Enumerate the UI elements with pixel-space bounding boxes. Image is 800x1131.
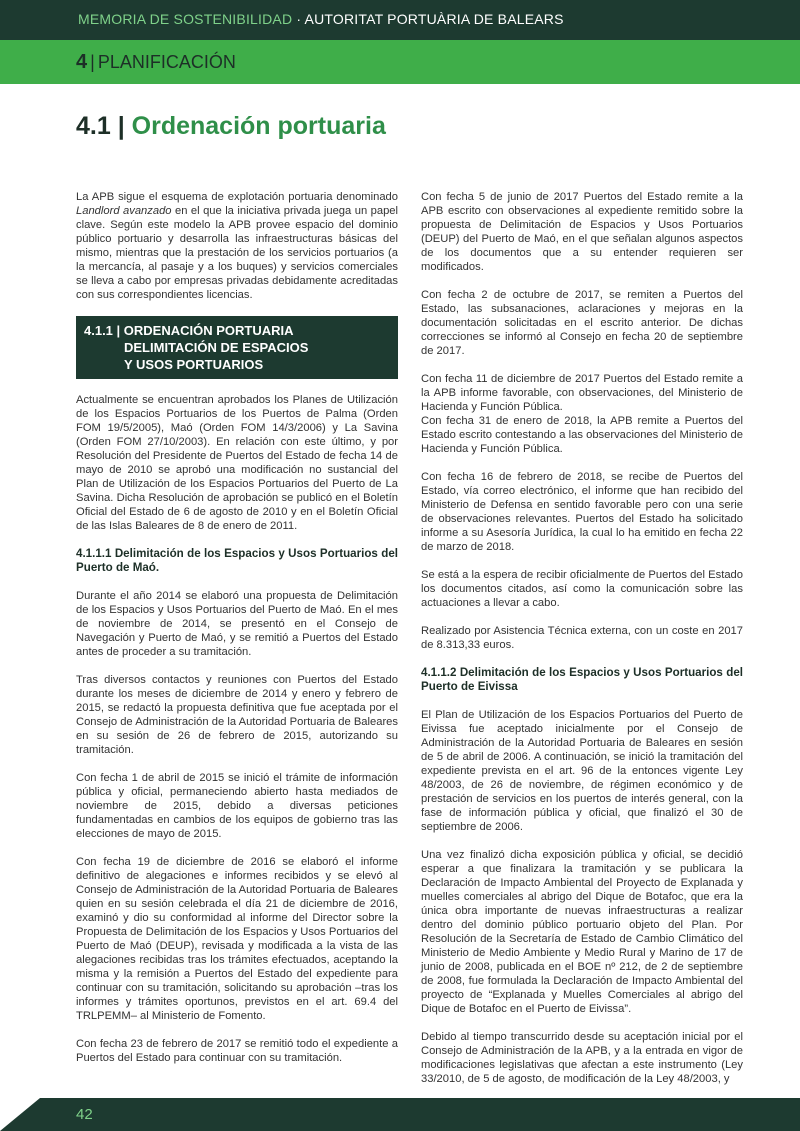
organization-name: AUTORITAT PORTUÀRIA DE BALEARS — [304, 11, 564, 27]
chapter-title: PLANIFICACIÓN — [97, 52, 236, 72]
section-heading-line2: DELIMITACIÓN DE ESPACIOS — [124, 340, 309, 355]
footer-corner-cut — [0, 1098, 40, 1131]
intro-paragraph — [76, 190, 398, 302]
section-number: 4.1 | — [76, 112, 125, 140]
page-number: 42 — [76, 1106, 93, 1123]
intro-text-a: La APB sigue el esquema de explotación portuaria denominado — [76, 191, 398, 203]
paragraph: El Plan de Utilización de los Espacios Portuarios del Puerto de Eivissa fue aceptado inicialmente por el Consejo de Administración de la Autoridad Portuaria de Baleares en sesión de 5 de abril de 2006. A continuación, se inició la tramitación del expediente prevista en el art. 96 de la entonces vigente Ley 48/2003, de 26 de noviembre, de régimen económico y de prestación de servicios en los puertos de interés general, con la fase de información pública y oficial, que finalizó el 30 de septiembre de 2006. — [421, 709, 743, 833]
section-heading-box — [76, 316, 398, 379]
paragraph: Debido al tiempo transcurrido desde su aceptación inicial por el Consejo de Administración de la APB, y a la entrada en vigor de modificaciones legislativas que afectan a este instrumento (Ley 33/2010, de 5 de agosto, de modificación de la Ley 48/2003, y — [421, 1031, 743, 1085]
left-column — [76, 190, 398, 1079]
footer-bar — [0, 1098, 800, 1131]
section-title: Ordenación portuaria — [131, 112, 386, 140]
paragraph: Con fecha 16 de febrero de 2018, se recibe de Puertos del Estado, vía correo electrónico, el informe que han recibido del Ministerio de Defensa en sentido favorable pero con una serie de observaciones relevantes. Puertos del Estado ha solicitado informe a su Asesoría Jurídica, la cual lo ha emitido en fecha 22 de marzo de 2018. — [421, 471, 743, 553]
paragraph: Tras diversos contactos y reuniones con Puertos del Estado durante los meses de diciembre de 2014 y enero y febrero de 2015, se redactó la propuesta definitiva que fue aceptada por el Consejo de Administración de la Autoridad Portuaria de Baleares en su sesión de 26 de febrero de 2015, autorizando su tramitación. — [76, 674, 398, 756]
paragraph: Con fecha 1 de abril de 2015 se inició el trámite de información pública y oficial, permaneciendo abierto hasta mediados de noviembre de 2015, debido a diversas peticiones fundamentadas en cambios de los equipos de gobierno tras las elecciones de mayo de 2015. — [76, 772, 398, 840]
right-column — [421, 190, 743, 1100]
chapter-divider: | — [90, 52, 95, 72]
report-title — [78, 11, 564, 27]
paragraph: Realizado por Asistencia Técnica externa, con un coste en 2017 de 8.313,33 euros. — [421, 625, 743, 651]
paragraph: Se está a la espera de recibir oficialmente de Puertos del Estado los documentos citados, así como la comunicación sobre las actuaciones a llevar a cabo. — [421, 569, 743, 609]
intro-emphasis: Landlord avanzado — [76, 205, 172, 217]
paragraph: Con fecha 5 de junio de 2017 Puertos del Estado remite a la APB escrito con observaciones al expediente remitido sobre la propuesta de Delimitación de Espacios y Usos Portuarios (DEUP) del Puerto de Maó, en el que señalan algunos aspectos de los documentos que a su entender requieren ser modificados. — [421, 191, 743, 273]
section-heading-line3: Y USOS PORTUARIOS — [124, 357, 264, 372]
section-heading-line1: 4.1.1 | ORDENACIÓN PORTUARIA — [84, 323, 294, 338]
paragraph: Durante el año 2014 se elaboró una propuesta de Delimitación de los Espacios y Usos Portuarios del Puerto de Maó. En el mes de noviembre de 2014, se presentó en el Consejo de Navegación y Puerto de Maó, y se remitió a Puertos del Estado antes de proceder a su tramitación. — [76, 590, 398, 658]
page-title — [76, 112, 386, 141]
chapter-bar — [0, 40, 800, 84]
chapter-heading — [76, 51, 236, 74]
paragraph: Actualmente se encuentran aprobados los Planes de Utilización de los Espacios Portuarios de los Puertos de Palma (Orden FOM 19/5/2005), Maó (Orden FOM 14/3/2006) y La Savina (Orden FOM 27/10/2003). En relación con este último, y por Resolución del Presidente de Puertos del Estado de fecha 14 de mayo de 2010 se aprobó una modificación no sustancial del Plan de Utilización de los Espacios Portuarios del Puerto de La Savina. Dicha Resolución de aprobación se publicó en el Boletín Oficial del Estado de 6 de agosto de 2010 y en el Boletín Oficial de las Islas Baleares de 8 de enero de 2011. — [76, 394, 398, 532]
intro-text-b: en el que la iniciativa privada juega un papel clave. Según este modelo la APB provee espacio del dominio público portuario y desarrolla las infraestructuras básicas del mismo, mientras que la prestación de los servicios portuarios (a la mercancía, al pasaje y a los buques) y servicios comerciales se lleva a cabo por empresas privadas debidamente acreditadas con sus correspondientes licencias. — [76, 205, 398, 301]
subsection-heading: 4.1.1.1 Delimitación de los Espacios y Usos Portuarios del Puerto de Maó. — [76, 547, 398, 574]
header-separator: · — [292, 11, 305, 27]
report-name: MEMORIA DE SOSTENIBILIDAD — [78, 11, 293, 27]
chapter-number: 4 — [76, 51, 88, 73]
top-header-bar — [0, 0, 800, 40]
subsection-heading: 4.1.1.2 Delimitación de los Espacios y Usos Portuarios del Puerto de Eivissa — [421, 666, 743, 693]
paragraph: Una vez finalizó dicha exposición pública y oficial, se decidió esperar a que finalizara la tramitación y se publicara la Declaración de Impacto Ambiental del Proyecto de Explanada y muelles comerciales al abrigo del Dique de Botafoc, que era la única obra importante de nuevas infraestructuras a realizar dentro del dominio público portuario objeto del Plan. Por Resolución de la Secretaría de Estado de Cambio Climático del Ministerio de Medio Ambiente y Medio Rural y Marino de 17 de junio de 2008, publicada en el BOE nº 212, de 2 de septiembre de 2008, fue formulada la Declaración de Impacto Ambiental del proyecto de “Explanada y Muelles Comerciales al abrigo del Dique de Botafoc en el Puerto de Eivissa”. — [421, 849, 743, 1015]
paragraph: Con fecha 11 de diciembre de 2017 Puertos del Estado remite a la APB informe favorable, con observaciones, del Ministerio de Hacienda y Función Pública. — [421, 373, 743, 413]
paragraph: Con fecha 23 de febrero de 2017 se remitió todo el expediente a Puertos del Estado para continuar con su tramitación. — [76, 1038, 398, 1064]
paragraph: Con fecha 2 de octubre de 2017, se remiten a Puertos del Estado, las subsanaciones, aclaraciones y mejoras en la documentación solicitadas en el escrito anterior. De dichas correcciones se informó al Consejo en fecha 20 de septiembre de 2017. — [421, 289, 743, 357]
paragraph: Con fecha 31 de enero de 2018, la APB remite a Puertos del Estado escrito contestando a las observaciones del Ministerio de Hacienda y Función Pública. — [421, 415, 743, 455]
paragraph: Con fecha 19 de diciembre de 2016 se elaboró el informe definitivo de alegaciones e informes recibidos y se elevó al Consejo de Administración de la Autoridad Portuaria de Baleares quien en su sesión celebrada el día 21 de diciembre de 2016, examinó y dio su conformidad al informe del Director sobre la Propuesta de Delimitación de los Espacios y Usos Portuarios del Puerto de Maó (DEUP), revisada y modificada a la vista de las alegaciones recibidas tras los trámites efectuados, aceptando la misma y la remisión a Puertos del Estado del expediente para continuar con su tramitación, solicitando su aprobación –tras los informes y trámites oportunos, previstos en el art. 69.4 del TRLPEMM– al Ministerio de Fomento. — [76, 856, 398, 1022]
